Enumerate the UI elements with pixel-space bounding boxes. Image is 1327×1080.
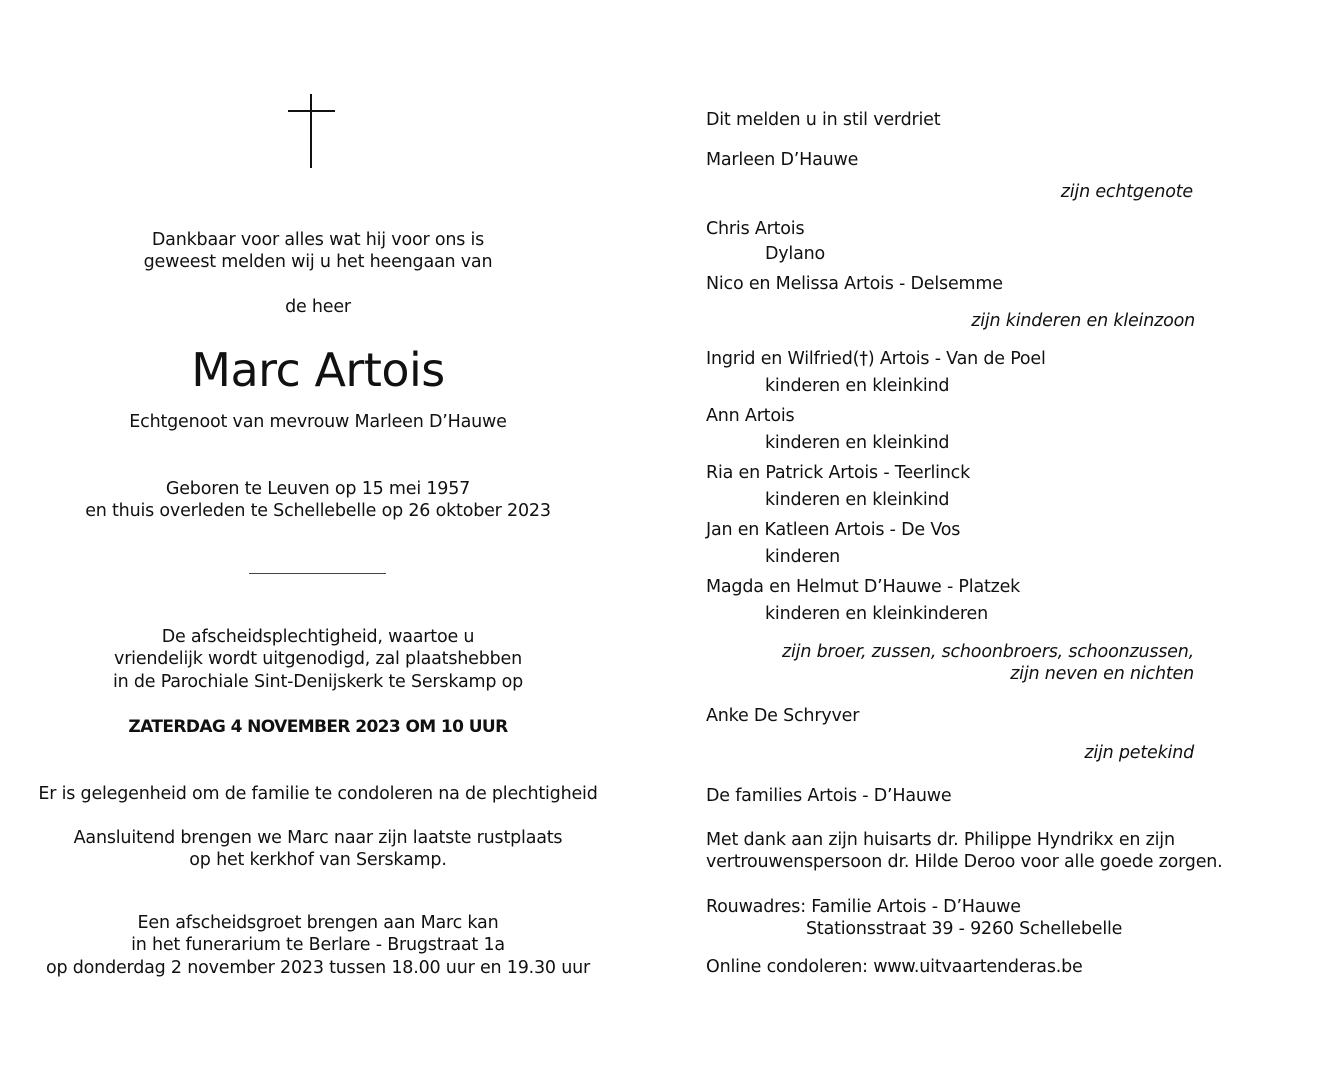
family-member: Magda en Helmut D’Hauwe - Platzek xyxy=(706,577,1021,597)
family-sub-member: kinderen xyxy=(765,547,841,567)
burial-line-1: Aansluitend brengen we Marc naar zijn laatste rustplaats xyxy=(73,828,563,848)
family-sub-member: kinderen en kleinkinderen xyxy=(765,604,988,624)
ceremony-line-2: vriendelijk wordt uitgenodigd, zal plaatshebben xyxy=(114,649,522,669)
farewell-line-2: in het funerarium te Berlare - Brugstraat 1a xyxy=(131,935,505,955)
family-sub-member: Dylano xyxy=(765,244,826,264)
spouse-line: Echtgenoot van mevrouw Marleen D’Hauwe xyxy=(129,412,507,432)
thanks-line-2: vertrouwenspersoon dr. Hilde Deroo voor alle goede zorgen. xyxy=(706,852,1223,872)
thanks-line-1: Met dank aan zijn huisarts dr. Philippe Hyndrikx en zijn xyxy=(706,830,1175,850)
intro-line-2: geweest melden wij u het heengaan van xyxy=(143,252,493,272)
family-member: Ingrid en Wilfried(†) Artois - Van de Poel xyxy=(706,349,1046,369)
relation-label: zijn echtgenote xyxy=(1060,182,1193,202)
family-sub-member: kinderen en kleinkind xyxy=(765,433,950,453)
relation-label: zijn neven en nichten xyxy=(1010,664,1194,684)
family-member: Ann Artois xyxy=(706,406,795,426)
condolence-line: Er is gelegenheid om de familie te condoleren na de plechtigheid xyxy=(38,784,598,804)
ceremony-line-3: in de Parochiale Sint-Denijskerk te Serskamp op xyxy=(112,672,524,692)
family-sub-member: kinderen en kleinkind xyxy=(765,376,950,396)
farewell-line-3: op donderdag 2 november 2023 tussen 18.00 uur en 19.30 uur xyxy=(45,958,591,978)
family-member: Jan en Katleen Artois - De Vos xyxy=(706,520,961,540)
online-condolence: Online condoleren: www.uitvaartenderas.be xyxy=(706,957,1083,977)
honorific: de heer xyxy=(285,297,351,317)
family-member: Marleen D’Hauwe xyxy=(706,150,859,170)
relation-label: zijn kinderen en kleinzoon xyxy=(971,311,1195,331)
mourning-address-street: Stationsstraat 39 - 9260 Schellebelle xyxy=(806,919,1123,939)
birth-line: Geboren te Leuven op 15 mei 1957 xyxy=(165,479,471,499)
death-line: en thuis overleden te Schellebelle op 26 oktober 2023 xyxy=(85,501,551,521)
ceremony-date: ZATERDAG 4 NOVEMBER 2023 OM 10 UUR xyxy=(128,717,508,737)
family-member: Chris Artois xyxy=(706,219,805,239)
families-line: De families Artois - D’Hauwe xyxy=(706,786,952,806)
family-sub-member: kinderen en kleinkind xyxy=(765,490,950,510)
farewell-line-1: Een afscheidsgroet brengen aan Marc kan xyxy=(137,913,499,933)
relation-label: zijn broer, zussen, schoonbroers, schoonzussen, xyxy=(782,642,1194,662)
ceremony-line-1: De afscheidsplechtigheid, waartoe u xyxy=(161,627,475,647)
intro-line-1: Dankbaar voor alles wat hij voor ons is xyxy=(151,230,485,250)
family-member: Anke De Schryver xyxy=(706,706,860,726)
burial-line-2: op het kerkhof van Serskamp. xyxy=(189,850,447,870)
family-member: Nico en Melissa Artois - Delsemme xyxy=(706,274,1003,294)
announcement-header: Dit melden u in stil verdriet xyxy=(706,110,941,130)
family-member: Ria en Patrick Artois - Teerlinck xyxy=(706,463,971,483)
relation-label: zijn petekind xyxy=(1084,743,1194,763)
mourning-address-label: Rouwadres: Familie Artois - D’Hauwe xyxy=(706,897,1021,917)
deceased-name: Marc Artois xyxy=(191,343,445,397)
